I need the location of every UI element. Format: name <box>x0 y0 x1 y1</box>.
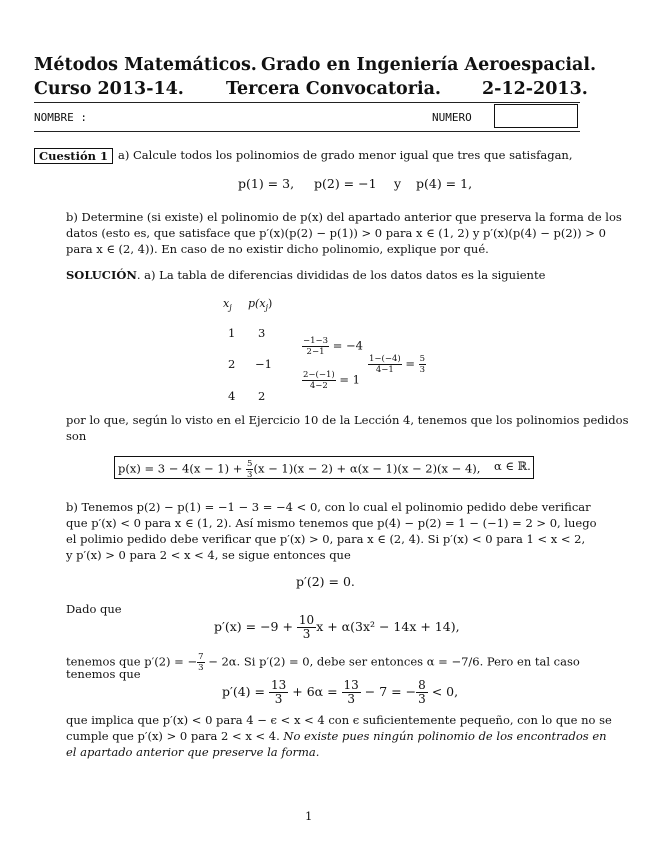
header-rule-bottom <box>34 131 580 132</box>
condition-2: p(2) = −1 <box>314 176 377 191</box>
derivative-at-4-equation: p′(4) = $\frac{13}{3}$ + 6α = $\frac{13}{3}$ − 7 = − $\frac{8}{3}$ < 0, <box>222 678 459 706</box>
exam-date: 2-12-2013. <box>482 79 588 99</box>
number-field-box[interactable] <box>494 104 578 128</box>
degree-title: Grado en Ingeniería Aeroespacial. <box>261 55 597 75</box>
page-number: 1 <box>305 809 313 823</box>
question-label: Cuestión 1 <box>34 148 113 164</box>
given-that: Dado que <box>66 602 122 616</box>
table-x-3: 4 <box>228 389 236 403</box>
table-x-1: 1 <box>228 326 236 340</box>
derivative-at-2-equation: p′(2) = 0. <box>296 574 355 589</box>
divided-difference-2: $\frac{2-(-1)}{4-2}$ = 1 <box>303 370 360 391</box>
conclusion-line-2: cumple que p′(x) > 0 para 2 < x < 4. No existe pues ningún polinomio de los encontrados en <box>66 729 607 743</box>
condition-and: y <box>394 176 402 191</box>
name-label: NOMBRE : <box>34 111 87 124</box>
conclusion-line-3: el apartado anterior que preserve la forma. <box>66 745 320 759</box>
part-b-line-3: el polimio pedido debe verificar que p′(x) > 0, para x ∈ (2, 4). Si p′(x) < 0 para 1 < x < 2, <box>66 532 586 546</box>
table-head-p: $p(x_j)$ <box>248 297 273 313</box>
table-p-1: 3 <box>258 326 266 340</box>
academic-year: Curso 2013-14. <box>34 79 184 99</box>
table-p-2: −1 <box>255 357 272 371</box>
conclusion-line-1: que implica que p′(x) < 0 para 4 − ϵ < x < 4 con ϵ suficientemente pequeño, con lo que no se <box>66 713 612 727</box>
number-label: NUMERO <box>432 111 472 124</box>
exam-call: Tercera Convocatoria. <box>226 79 442 99</box>
after-table-line-1: por lo que, según lo visto en el Ejercicio 10 de la Lección 4, tenemos que los polinomios pedidos <box>66 413 629 427</box>
table-x-2: 2 <box>228 357 236 371</box>
condition-1: p(1) = 3, <box>238 176 295 191</box>
part-b-line-2: que p′(x) < 0 para x ∈ (1, 2). Así mismo tenemos que p(4) − p(2) = 1 − (−1) = 2 > 0, luego <box>66 516 597 530</box>
solution-label: SOLUCIÓN <box>66 268 137 282</box>
table-p-3: 2 <box>258 389 266 403</box>
solution-intro-text: . a) La tabla de diferencias divididas de los datos datos es la siguiente <box>136 268 546 282</box>
condition-3: p(4) = 1, <box>416 176 473 191</box>
alpha-line-2: tenemos que <box>66 667 141 681</box>
header-rule-top <box>34 102 580 103</box>
after-table-line-2: son <box>66 429 87 443</box>
course-title: Métodos Matemáticos. <box>34 55 257 75</box>
part-b-line-4: y p′(x) > 0 para 2 < x < 4, se sigue entonces que <box>66 548 351 562</box>
alpha-domain: α ∈ ℝ. <box>494 459 531 473</box>
question-part-b-line-2: datos (esto es, que satisface que p′(x)(p(2) − p(1)) > 0 para x ∈ (1, 2) y p′(x)(p(4) − p(2)) > 0 <box>66 226 606 240</box>
question-part-a: a) Calcule todos los polinomios de grado menor igual que tres que satisfagan, <box>118 148 573 162</box>
part-b-line-1: b) Tenemos p(2) − p(1) = −1 − 3 = −4 < 0, con lo cual el polinomio pedido debe verificar <box>66 500 591 514</box>
alpha-line-1: tenemos que p′(2) = − $\frac{7}{3}$ − 2α. Si p′(2) = 0, debe ser entonces α = −7/6. Pero en tal caso <box>66 652 580 673</box>
question-part-b-line-1: b) Determine (si existe) el polinomio de p(x) del apartado anterior que preserva la forma de los <box>66 210 622 224</box>
question-part-b-line-3: para x ∈ (2, 4)). En caso de no existir dicho polinomio, explique por qué. <box>66 242 489 256</box>
divided-difference-3: $\frac{1-(-4)}{4-1}$ = $\frac{5}{3}$ <box>369 354 426 375</box>
derivative-equation: p′(x) = −9 + $\frac{10}{3}$ x + α(3x² − 14x + 14), <box>214 613 460 641</box>
table-head-x: $x_j$ <box>223 297 232 313</box>
solution-intro <box>66 267 545 283</box>
polynomial-result: p(x) = 3 − 4(x − 1) + $\frac{5}{3}$ (x − 1)(x − 2) + α(x − 1)(x − 2)(x − 4), <box>118 459 481 480</box>
divided-difference-1: $\frac{-1-3}{2-1}$ = −4 <box>303 336 363 357</box>
